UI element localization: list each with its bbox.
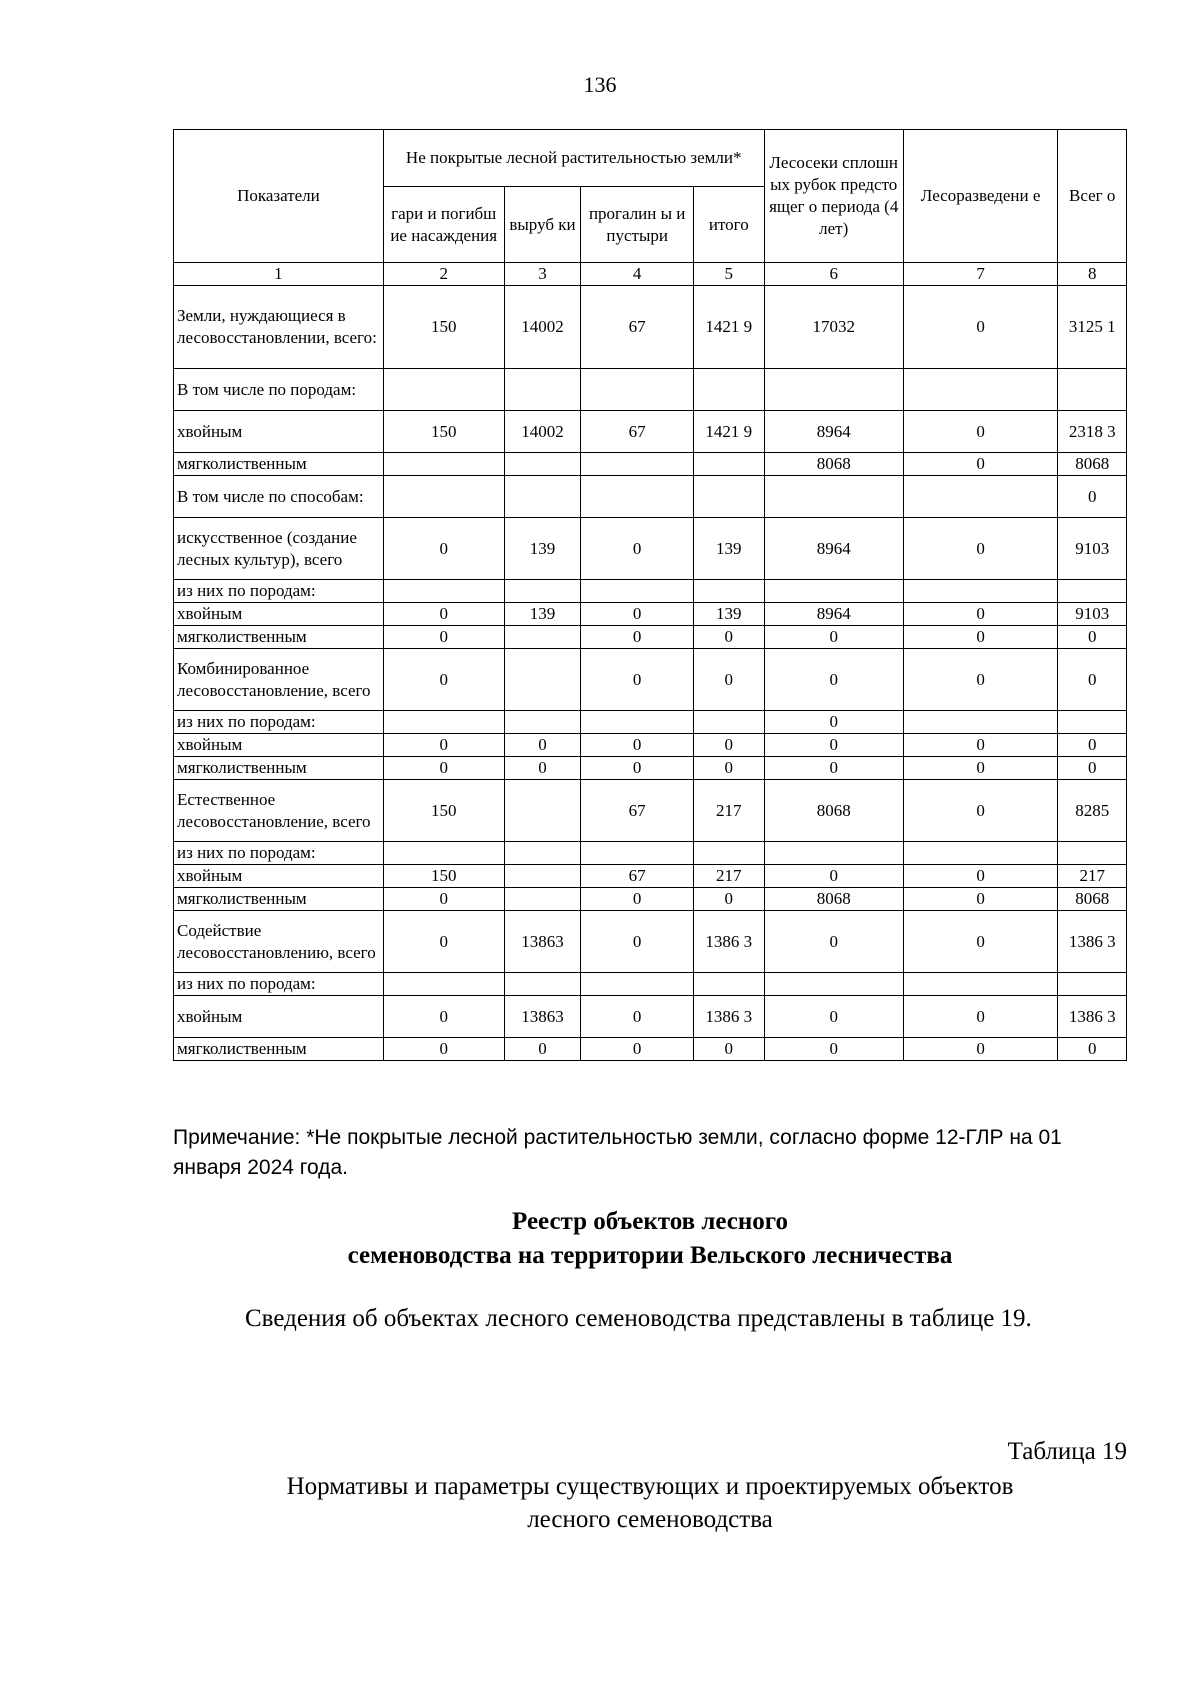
table-cell: 67 bbox=[581, 865, 694, 888]
row-label: Земли, нуждающиеся в лесовосстановлении, всего: bbox=[174, 286, 384, 369]
table-cell: 0 bbox=[903, 734, 1058, 757]
table-cell: 0 bbox=[764, 1038, 903, 1061]
table-cell: 0 bbox=[383, 518, 504, 580]
row-label: хвойным bbox=[174, 865, 384, 888]
row-label: хвойным bbox=[174, 411, 384, 453]
table-row bbox=[174, 911, 1127, 973]
table-cell bbox=[1058, 711, 1127, 734]
row-label: Комбинированное лесовосстановление, всего bbox=[174, 649, 384, 711]
table-cell: 0 bbox=[581, 757, 694, 780]
table-cell: 3125 1 bbox=[1058, 286, 1127, 369]
table-row bbox=[174, 842, 1127, 865]
table-cell: 150 bbox=[383, 780, 504, 842]
table-cell: 0 bbox=[383, 888, 504, 911]
table-cell: 9103 bbox=[1058, 518, 1127, 580]
table-cell bbox=[504, 649, 581, 711]
table-row bbox=[174, 411, 1127, 453]
table-cell: 0 bbox=[1058, 757, 1127, 780]
table-cell: 0 bbox=[764, 734, 903, 757]
table-cell: 0 bbox=[903, 649, 1058, 711]
table-cell: 139 bbox=[504, 518, 581, 580]
header-afforestation: Лесоразведени е bbox=[903, 130, 1058, 263]
table-cell: 150 bbox=[383, 411, 504, 453]
table-cell: 0 bbox=[903, 888, 1058, 911]
table-cell: 1421 9 bbox=[693, 286, 764, 369]
table-cell: 0 bbox=[764, 711, 903, 734]
table-cell bbox=[504, 842, 581, 865]
column-number: 3 bbox=[504, 263, 581, 286]
table-row bbox=[174, 286, 1127, 369]
row-label: мягколиственным bbox=[174, 453, 384, 476]
table-cell bbox=[581, 711, 694, 734]
table-cell bbox=[504, 453, 581, 476]
table-title bbox=[173, 1470, 1127, 1536]
header-burns: гари и погибшие насаждения bbox=[383, 187, 504, 263]
table-cell bbox=[383, 453, 504, 476]
page-number: 136 bbox=[583, 72, 617, 97]
table-cell: 0 bbox=[903, 865, 1058, 888]
table-cell: 0 bbox=[383, 996, 504, 1038]
table-row bbox=[174, 734, 1127, 757]
header-indicators: Показатели bbox=[174, 130, 384, 263]
table-cell: 139 bbox=[693, 603, 764, 626]
table-cell: 0 bbox=[693, 734, 764, 757]
table-row bbox=[174, 780, 1127, 842]
section-heading bbox=[173, 1205, 1127, 1273]
table-cell: 2318 3 bbox=[1058, 411, 1127, 453]
table-cell bbox=[903, 580, 1058, 603]
table-cell: 14002 bbox=[504, 411, 581, 453]
table-cell: 0 bbox=[383, 626, 504, 649]
table-cell: 0 bbox=[581, 649, 694, 711]
table-cell: 0 bbox=[903, 603, 1058, 626]
table-row bbox=[174, 603, 1127, 626]
table-cell: 8964 bbox=[764, 603, 903, 626]
table-cell: 8964 bbox=[764, 518, 903, 580]
row-label: хвойным bbox=[174, 734, 384, 757]
section-heading-line: Реестр объектов лесного bbox=[512, 1208, 788, 1235]
table-row bbox=[174, 580, 1127, 603]
header-clearcuts: Лесосеки сплошных рубок предстоящег о периода (4 лет) bbox=[764, 130, 903, 263]
table-cell bbox=[383, 842, 504, 865]
table-cell: 0 bbox=[1058, 626, 1127, 649]
table-title-line: Нормативы и параметры существующих и проектируемых объектов bbox=[286, 1473, 1014, 1500]
table-cell: 0 bbox=[764, 865, 903, 888]
table-cell: 0 bbox=[1058, 476, 1127, 518]
table-cell: 8068 bbox=[764, 888, 903, 911]
table-cell: 0 bbox=[504, 734, 581, 757]
table-row bbox=[174, 711, 1127, 734]
table-row bbox=[174, 626, 1127, 649]
table-cell: 8068 bbox=[1058, 453, 1127, 476]
table-cell: 67 bbox=[581, 411, 694, 453]
table-row bbox=[174, 476, 1127, 518]
table-cell bbox=[581, 580, 694, 603]
table-cell bbox=[504, 626, 581, 649]
table-cell: 217 bbox=[1058, 865, 1127, 888]
table-cell bbox=[504, 711, 581, 734]
header-glades: прогалин ы и пустыри bbox=[581, 187, 694, 263]
table-row bbox=[174, 757, 1127, 780]
table-cell: 0 bbox=[903, 757, 1058, 780]
table-cell: 0 bbox=[1058, 1038, 1127, 1061]
table-cell: 8964 bbox=[764, 411, 903, 453]
table-cell bbox=[693, 973, 764, 996]
table-cell: 139 bbox=[504, 603, 581, 626]
table-cell: 14002 bbox=[504, 286, 581, 369]
table-cell: 0 bbox=[1058, 734, 1127, 757]
table-cell: 1386 3 bbox=[1058, 996, 1127, 1038]
table-cell: 0 bbox=[693, 1038, 764, 1061]
table-cell: 0 bbox=[383, 734, 504, 757]
table-cell bbox=[581, 369, 694, 411]
row-label: мягколиственным bbox=[174, 1038, 384, 1061]
table-cell bbox=[383, 369, 504, 411]
row-label: В том числе по породам: bbox=[174, 369, 384, 411]
table-cell: 1421 9 bbox=[693, 411, 764, 453]
table-cell: 67 bbox=[581, 780, 694, 842]
table-row bbox=[174, 888, 1127, 911]
row-label: хвойным bbox=[174, 996, 384, 1038]
table-cell: 0 bbox=[383, 911, 504, 973]
table-cell bbox=[903, 973, 1058, 996]
table-cell: 0 bbox=[903, 453, 1058, 476]
column-number: 8 bbox=[1058, 263, 1127, 286]
reforestation-table bbox=[173, 129, 1127, 1061]
table-cell: 0 bbox=[693, 888, 764, 911]
table-cell: 8068 bbox=[764, 780, 903, 842]
table-cell: 0 bbox=[581, 734, 694, 757]
table-cell: 0 bbox=[581, 888, 694, 911]
table-cell: 0 bbox=[693, 626, 764, 649]
table-cell bbox=[693, 369, 764, 411]
table-cell: 0 bbox=[693, 757, 764, 780]
table-cell bbox=[504, 580, 581, 603]
table-cell: 0 bbox=[903, 286, 1058, 369]
table-cell: 0 bbox=[764, 757, 903, 780]
table-cell: 0 bbox=[383, 1038, 504, 1061]
table-cell bbox=[693, 580, 764, 603]
table-cell: 150 bbox=[383, 286, 504, 369]
table-cell bbox=[693, 453, 764, 476]
table-cell bbox=[693, 842, 764, 865]
table-row bbox=[174, 865, 1127, 888]
table-cell: 150 bbox=[383, 865, 504, 888]
table-cell bbox=[903, 369, 1058, 411]
table-cell: 13863 bbox=[504, 911, 581, 973]
table-cell bbox=[504, 888, 581, 911]
row-label: Содействие лесовосстановлению, всего bbox=[174, 911, 384, 973]
table-cell: 0 bbox=[693, 649, 764, 711]
table-row bbox=[174, 1038, 1127, 1061]
table-cell bbox=[581, 476, 694, 518]
row-label: Естественное лесовосстановление, всего bbox=[174, 780, 384, 842]
column-number: 4 bbox=[581, 263, 694, 286]
table-cell bbox=[383, 476, 504, 518]
body-paragraph: Сведения об объектах лесного семеноводства представлены в таблице 19. bbox=[245, 1305, 1032, 1332]
table-cell: 1386 3 bbox=[693, 996, 764, 1038]
column-number-row bbox=[174, 263, 1127, 286]
table-cell: 8068 bbox=[764, 453, 903, 476]
row-label: искусственное (создание лесных культур), всего bbox=[174, 518, 384, 580]
table-cell: 0 bbox=[581, 1038, 694, 1061]
table-cell bbox=[1058, 580, 1127, 603]
row-label: хвойным bbox=[174, 603, 384, 626]
table-cell: 139 bbox=[693, 518, 764, 580]
table-title-line: лесного семеноводства bbox=[527, 1506, 773, 1533]
row-label: мягколиственным bbox=[174, 626, 384, 649]
table-cell: 0 bbox=[764, 996, 903, 1038]
table-cell: 0 bbox=[764, 911, 903, 973]
header-subtotal: итого bbox=[693, 187, 764, 263]
table-cell: 217 bbox=[693, 780, 764, 842]
table-cell: 1386 3 bbox=[693, 911, 764, 973]
column-number: 7 bbox=[903, 263, 1058, 286]
header-total: Всег о bbox=[1058, 130, 1127, 263]
table-cell: 0 bbox=[764, 626, 903, 649]
row-label: из них по породам: bbox=[174, 580, 384, 603]
column-number: 1 bbox=[174, 263, 384, 286]
column-number: 2 bbox=[383, 263, 504, 286]
row-label: В том числе по способам: bbox=[174, 476, 384, 518]
table-cell bbox=[383, 580, 504, 603]
row-label: мягколиственным bbox=[174, 888, 384, 911]
table-cell: 8068 bbox=[1058, 888, 1127, 911]
table-cell bbox=[693, 476, 764, 518]
table-cell: 0 bbox=[1058, 649, 1127, 711]
table-row bbox=[174, 649, 1127, 711]
row-label: из них по породам: bbox=[174, 711, 384, 734]
table-row bbox=[174, 518, 1127, 580]
table-cell bbox=[903, 476, 1058, 518]
table-cell: 8285 bbox=[1058, 780, 1127, 842]
table-cell: 13863 bbox=[504, 996, 581, 1038]
table-row bbox=[174, 453, 1127, 476]
table-cell: 0 bbox=[581, 626, 694, 649]
table-cell bbox=[764, 476, 903, 518]
table-cell: 67 bbox=[581, 286, 694, 369]
table-cell: 0 bbox=[903, 411, 1058, 453]
table-row bbox=[174, 973, 1127, 996]
table-cell bbox=[504, 780, 581, 842]
table-cell bbox=[1058, 973, 1127, 996]
table-cell bbox=[581, 842, 694, 865]
table-cell bbox=[1058, 842, 1127, 865]
table-cell bbox=[903, 842, 1058, 865]
table-cell bbox=[383, 711, 504, 734]
table-cell: 0 bbox=[903, 518, 1058, 580]
table-cell: 0 bbox=[383, 649, 504, 711]
table-cell: 0 bbox=[383, 603, 504, 626]
table-cell: 0 bbox=[383, 757, 504, 780]
table-cell bbox=[764, 369, 903, 411]
table-note: Примечание: *Не покрытые лесной растительностью земли, согласно форме 12-ГЛР на 01 января 2024 года. bbox=[173, 1126, 1062, 1179]
table-cell bbox=[581, 973, 694, 996]
table-cell bbox=[903, 711, 1058, 734]
table-cell bbox=[693, 711, 764, 734]
row-label: из них по породам: bbox=[174, 842, 384, 865]
table-cell: 0 bbox=[903, 626, 1058, 649]
table-cell: 1386 3 bbox=[1058, 911, 1127, 973]
table-cell: 217 bbox=[693, 865, 764, 888]
row-label: из них по породам: bbox=[174, 973, 384, 996]
table-cell bbox=[504, 369, 581, 411]
table-cell bbox=[764, 842, 903, 865]
table-cell: 0 bbox=[581, 911, 694, 973]
table-cell bbox=[504, 973, 581, 996]
table-cell: 0 bbox=[903, 996, 1058, 1038]
table-cell: 0 bbox=[903, 780, 1058, 842]
table-cell: 0 bbox=[504, 1038, 581, 1061]
header-cuttings: выруб ки bbox=[504, 187, 581, 263]
table-cell bbox=[504, 476, 581, 518]
section-heading-line: семеноводства на территории Вельского лесничества bbox=[347, 1242, 953, 1269]
column-number: 6 bbox=[764, 263, 903, 286]
table-cell: 9103 bbox=[1058, 603, 1127, 626]
table-cell: 0 bbox=[581, 603, 694, 626]
table-row bbox=[174, 996, 1127, 1038]
table-cell bbox=[383, 973, 504, 996]
table-cell: 0 bbox=[903, 911, 1058, 973]
table-cell: 0 bbox=[504, 757, 581, 780]
table-cell: 0 bbox=[581, 996, 694, 1038]
row-label: мягколиственным bbox=[174, 757, 384, 780]
table-cell bbox=[764, 973, 903, 996]
table-cell: 0 bbox=[764, 649, 903, 711]
table-cell: 0 bbox=[581, 518, 694, 580]
table-cell bbox=[1058, 369, 1127, 411]
table-cell: 0 bbox=[903, 1038, 1058, 1061]
table-row bbox=[174, 369, 1127, 411]
table-cell bbox=[764, 580, 903, 603]
table-cell bbox=[504, 865, 581, 888]
table-label: Таблица 19 bbox=[1007, 1438, 1127, 1465]
table-cell: 17032 bbox=[764, 286, 903, 369]
table-cell bbox=[581, 453, 694, 476]
header-not-covered-lands: Не покрытые лесной растительностью земли* bbox=[383, 130, 764, 187]
column-number: 5 bbox=[693, 263, 764, 286]
